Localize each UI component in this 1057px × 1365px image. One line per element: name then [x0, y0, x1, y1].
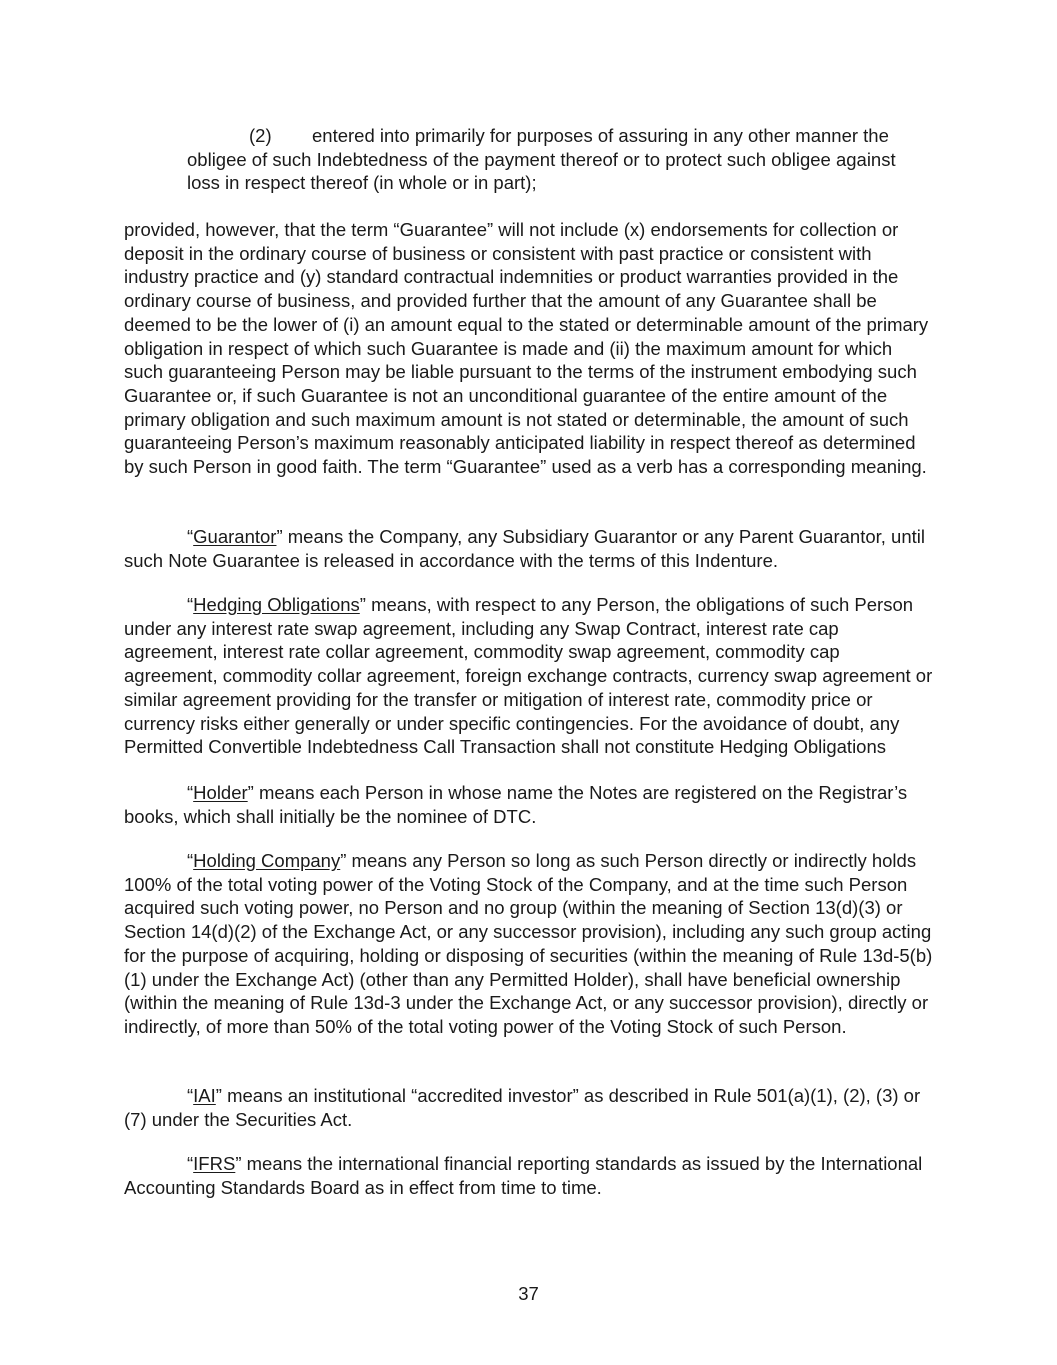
clause-text: entered into primarily for purposes of assuring in any other manner the obligee of such Indebtedness of the payment thereof or to protect such obligee against loss in respect thereof (in whole or in part);	[187, 125, 896, 194]
open-quote: “	[187, 594, 194, 615]
defined-term: Guarantor	[193, 526, 277, 547]
definition-text: ” means any Person so long as such Person directly or indirectly holds 100% of the total voting power of the Voting Stock of the Company, and at the time such Person acquired such voting power, no Person and no group (within the meaning of Section 13(d)(3) or Section 14(d)(2) of the Exchange Act, or any successor provision), including any such group acting for the purpose of acquiring, holding or disposing of securities (within the meaning of Rule 13d-5(b)(1) under the Exchange Act) (other than any Permitted Holder), shall have beneficial ownership (within the meaning of Rule 13d-3 under the Exchange Act, or any successor provision), directly or indirectly, of more than 50% of the total voting power of the Voting Stock of such Person.	[124, 850, 933, 1037]
open-quote: “	[187, 850, 194, 871]
defined-term: Hedging Obligations	[193, 594, 360, 615]
definition-text: ” means an institutional “accredited investor” as described in Rule 501(a)(1), (2), (3) or (7) under the Securities Act.	[124, 1085, 921, 1130]
definition-holder	[124, 781, 936, 828]
definition-holding-company	[124, 849, 936, 1039]
definition-hedging-obligations	[124, 593, 936, 759]
defined-term: Holding Company	[193, 850, 341, 871]
definition-text: ” means the international financial reporting standards as issued by the International Accounting Standards Board as in effect from time to time.	[124, 1153, 923, 1198]
definition-guarantor	[124, 525, 936, 572]
proviso-paragraph: provided, however, that the term “Guarantee” will not include (x) endorsements for collection or deposit in the ordinary course of business or consistent with past practice or consistent with industry practice and (y) standard contractual indemnities or product warranties provided in the ordinary course of business, and provided further that the amount of any Guarantee shall be deemed to be the lower of (i) an amount equal to the stated or determinable amount of the primary obligation in respect of which such Guarantee is made and (ii) the maximum amount for which such guaranteeing Person may be liable pursuant to the terms of the instrument embodying such Guarantee or, if such Guarantee is not an unconditional guarantee of the entire amount of the primary obligation and such maximum amount is not stated or determinable, the amount of such guaranteeing Person’s maximum reasonably anticipated liability in respect thereof as determined by such Person in good faith. The term “Guarantee” used as a verb has a corresponding meaning.	[124, 219, 929, 478]
definition-text: ” means the Company, any Subsidiary Guarantor or any Parent Guarantor, until such Note Guarantee is released in accordance with the terms of this Indenture.	[124, 526, 925, 571]
definition-text: ” means each Person in whose name the Notes are registered on the Registrar’s books, which shall initially be the nominee of DTC.	[124, 782, 908, 827]
open-quote: “	[187, 1153, 194, 1174]
definition-ifrs	[124, 1152, 936, 1199]
defined-term: IAI	[193, 1085, 216, 1106]
clause-number: (2)	[249, 125, 272, 146]
definition-iai	[124, 1084, 936, 1131]
clause-item-2	[187, 124, 907, 195]
defined-term: Holder	[193, 782, 248, 803]
open-quote: “	[187, 782, 194, 803]
defined-term: IFRS	[193, 1153, 236, 1174]
page-number: 37	[518, 1283, 539, 1304]
open-quote: “	[187, 526, 194, 547]
open-quote: “	[187, 1085, 194, 1106]
definition-text: ” means, with respect to any Person, the obligations of such Person under any interest rate swap agreement, including any Swap Contract, interest rate cap agreement, interest rate collar agreement, commodity swap agreement, commodity cap agreement, commodity collar agreement, foreign exchange contracts, currency swap agreement or similar agreement providing for the transfer or mitigation of interest rate, commodity price or currency risks either generally or under specific contingencies. For the avoidance of doubt, any Permitted Convertible Indebtedness Call Transaction shall not constitute Hedging Obligations	[124, 594, 933, 758]
